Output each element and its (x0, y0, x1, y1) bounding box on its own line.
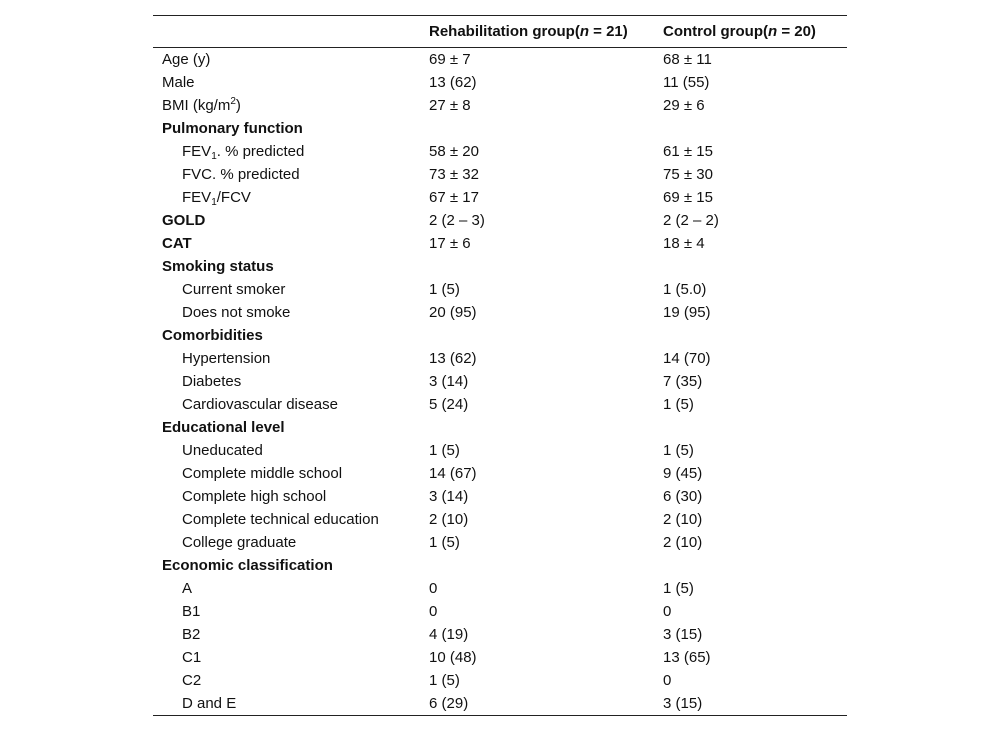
row-label: Does not smoke (182, 304, 291, 321)
section-label: Economic classification (162, 557, 333, 574)
table-row-does-not-smoke (153, 301, 847, 324)
row-label: College graduate (182, 534, 297, 551)
control-value: 69 ± 15 (663, 189, 713, 206)
control-value: 7 (35) (663, 373, 703, 390)
control-value: 9 (45) (663, 465, 703, 482)
row-label: D and E (182, 695, 237, 712)
table-row-class-c1 (153, 646, 847, 669)
rehab-value: 58 ± 20 (429, 143, 479, 160)
row-label: Complete technical education (182, 511, 379, 528)
control-value: 2 (10) (663, 534, 703, 551)
control-value: 18 ± 4 (663, 235, 705, 252)
row-label: A (182, 580, 193, 597)
table-row-bmi (153, 94, 847, 117)
rehab-value: 3 (14) (429, 488, 469, 505)
row-label: B1 (182, 603, 201, 620)
table-row-current-smoker (153, 278, 847, 301)
control-value: 61 ± 15 (663, 143, 713, 160)
table-row-middle-school (153, 462, 847, 485)
row-label: C1 (182, 649, 202, 666)
row-label: Complete middle school (182, 465, 343, 482)
table-row-fev1-fcv (153, 186, 847, 209)
table-row-uneducated (153, 439, 847, 462)
rehab-value: 69 ± 7 (429, 51, 471, 68)
section-label: Pulmonary function (162, 120, 303, 137)
table-row-fev1-predicted (153, 140, 847, 163)
row-label: FVC. % predicted (182, 166, 300, 183)
row-label: BMI $(kg/m^2)$ (162, 96, 241, 114)
section-row-educational-level (153, 416, 847, 439)
control-value: 2 (10) (663, 511, 703, 528)
table-row-technical-education (153, 508, 847, 531)
rehab-value: 6 (29) (429, 695, 469, 712)
table-row-cardiovascular-disease (153, 393, 847, 416)
header-control-group: Control group(n = 20) (663, 23, 816, 40)
table-row-diabetes (153, 370, 847, 393)
section-row-pulmonary-function (153, 117, 847, 140)
row-label: Current smoker (182, 281, 286, 298)
section-row-smoking-status (153, 255, 847, 278)
table-header-row (153, 16, 847, 47)
row-label: Age (y) (162, 51, 211, 68)
section-row-comorbidities (153, 324, 847, 347)
table-bottom-rule (153, 715, 847, 716)
control-value: 14 (70) (663, 350, 711, 367)
table-row-male (153, 71, 847, 94)
control-value: 75 ± 30 (663, 166, 713, 183)
control-value: 2 (2 – 2) (663, 212, 719, 229)
table-row-high-school (153, 485, 847, 508)
rehab-value: 13 (62) (429, 350, 477, 367)
table-row-college-graduate (153, 531, 847, 554)
table-row-class-c2 (153, 669, 847, 692)
section-label: Educational level (162, 419, 285, 436)
table-row-class-b2 (153, 623, 847, 646)
control-value: 1 (5) (663, 396, 694, 413)
rehab-value: 20 (95) (429, 304, 477, 321)
table-row-class-a (153, 577, 847, 600)
control-value: 0 (663, 603, 672, 620)
rehab-value: 2 (2 – 3) (429, 212, 485, 229)
control-value: 29 ± 6 (663, 97, 705, 114)
row-label: $FEV_1$. % predicted (182, 143, 305, 162)
rehab-value: 1 (5) (429, 442, 460, 459)
baseline-characteristics-table (153, 15, 847, 716)
control-value: 0 (663, 672, 672, 689)
rehab-value: 13 (62) (429, 74, 477, 91)
row-label: Male (162, 74, 195, 91)
rehab-value: 73 ± 32 (429, 166, 479, 183)
rehab-value: 2 (10) (429, 511, 469, 528)
rehab-value: 14 (67) (429, 465, 477, 482)
row-label: Hypertension (182, 350, 271, 367)
control-value: 1 (5) (663, 580, 694, 597)
table-row-fvc-predicted (153, 163, 847, 186)
row-label: Uneducated (182, 442, 263, 459)
rehab-value: 1 (5) (429, 281, 460, 298)
control-value: 68 ± 11 (663, 51, 712, 68)
control-value: 11 (55) (663, 74, 710, 91)
table-row-hypertension (153, 347, 847, 370)
table-row-age (153, 48, 847, 71)
row-label: B2 (182, 626, 201, 643)
row-label: Diabetes (182, 373, 242, 390)
control-value: 1 (5) (663, 442, 694, 459)
section-label: Smoking status (162, 258, 274, 275)
rehab-value: 1 (5) (429, 672, 460, 689)
rehab-value: 17 ± 6 (429, 235, 471, 252)
row-label: $FEV_1$/FCV (182, 189, 251, 208)
rehab-value: 0 (429, 580, 438, 597)
rehab-value: 5 (24) (429, 396, 469, 413)
control-value: 13 (65) (663, 649, 711, 666)
rehab-value: 3 (14) (429, 373, 469, 390)
section-row-economic-classification (153, 554, 847, 577)
rehab-value: 4 (19) (429, 626, 469, 643)
row-label: CAT (162, 235, 192, 252)
rehab-value: 10 (48) (429, 649, 477, 666)
row-label: Complete high school (182, 488, 327, 505)
section-label: Comorbidities (162, 327, 263, 344)
table-row-class-d-and-e (153, 692, 847, 715)
row-label: C2 (182, 672, 202, 689)
rehab-value: 1 (5) (429, 534, 460, 551)
control-value: 6 (30) (663, 488, 703, 505)
row-label: GOLD (162, 212, 206, 229)
rehab-value: 67 ± 17 (429, 189, 479, 206)
control-value: 1 (5.0) (663, 281, 707, 298)
control-value: 3 (15) (663, 695, 703, 712)
rehab-value: 27 ± 8 (429, 97, 471, 114)
rehab-value: 0 (429, 603, 438, 620)
row-label: Cardiovascular disease (182, 396, 338, 413)
table-row-gold (153, 209, 847, 232)
table-row-cat (153, 232, 847, 255)
header-rehabilitation-group: Rehabilitation group(n = 21) (429, 23, 628, 40)
table-row-class-b1 (153, 600, 847, 623)
control-value: 3 (15) (663, 626, 703, 643)
control-value: 19 (95) (663, 304, 711, 321)
